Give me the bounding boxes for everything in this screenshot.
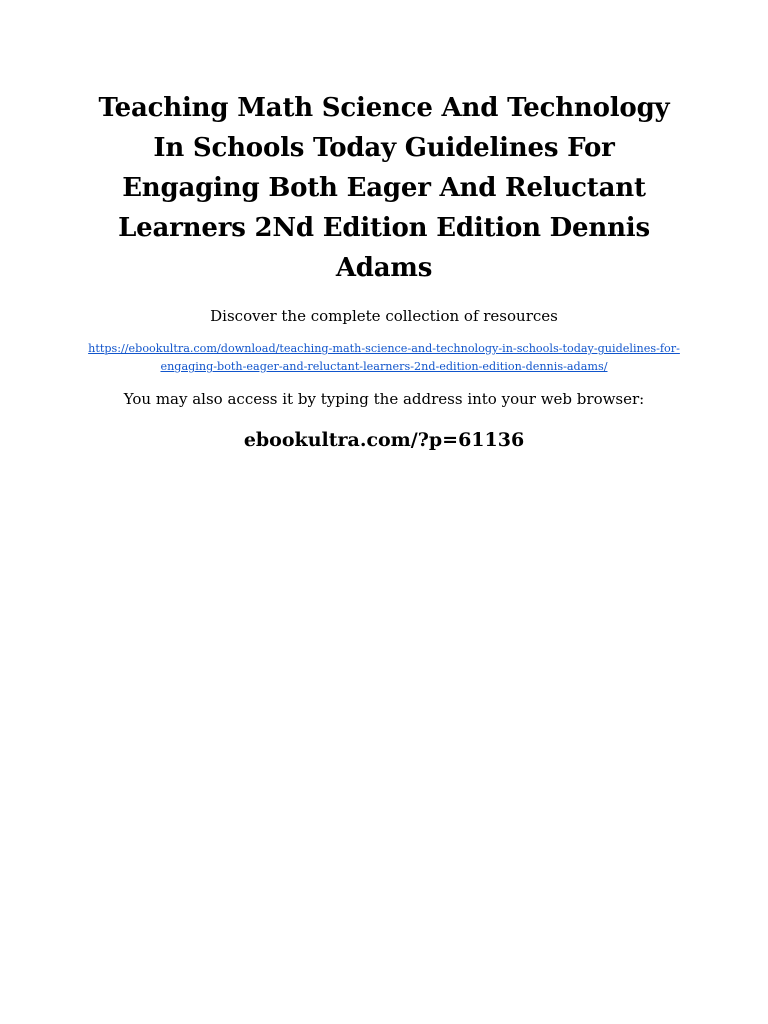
short-url: ebookultra.com/?p=61136 — [243, 429, 525, 451]
document-title: Teaching Math Science And Technology In Schools Today Guidelines For Engaging Both Eager And Reluctant Learners 2Nd Edition Edition Dennis Adams — [98, 93, 670, 283]
browser-hint: You may also access it by typing the address into your web browser: — [123, 390, 645, 408]
download-link[interactable]: https://ebookultra.com/download/teaching-math-science-and-technology-in-schools-today-guidelines-for-engaging-both-eager-and-reluctant-learners-2nd-edition-edition-dennis-adams/ — [88, 342, 680, 373]
document-subtitle: Discover the complete collection of resources — [210, 307, 558, 325]
